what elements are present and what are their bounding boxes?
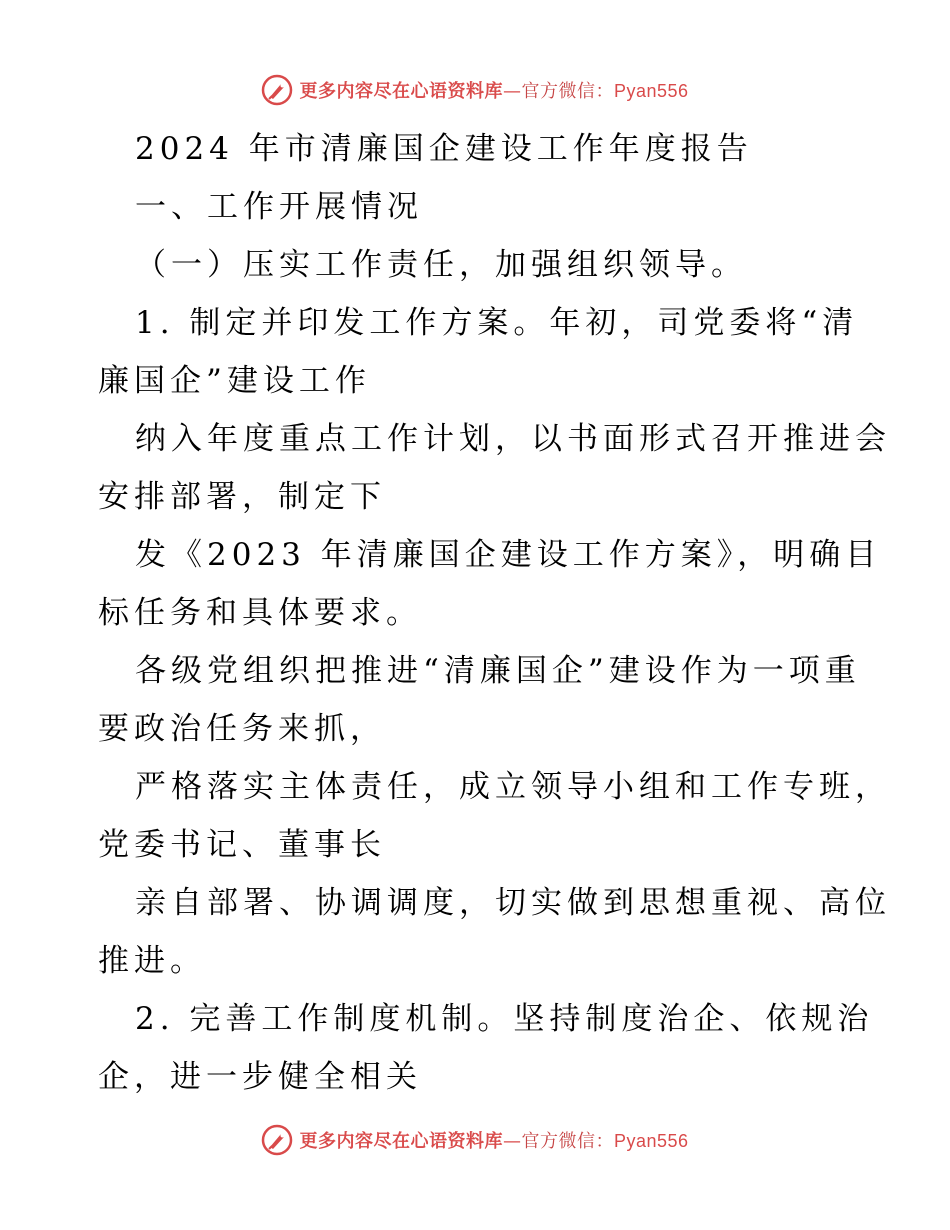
body-text-line: 安排部署，制定下 bbox=[98, 479, 386, 515]
watermark-dash: — bbox=[502, 1131, 522, 1152]
body-text-line: 严格落实主体责任，成立领导小组和工作专班， bbox=[135, 769, 891, 805]
body-text-line: 各级党组织把推进“清廉国企”建设作为一项重 bbox=[135, 653, 861, 689]
footer-watermark bbox=[0, 1120, 950, 1160]
watermark-official-label: 官方微信： bbox=[521, 1131, 614, 1152]
watermark-brand: 更多内容尽在心语资料库 bbox=[299, 1131, 503, 1152]
watermark-account: Pyan556 bbox=[613, 81, 689, 101]
body-text-line: 一、工作开展情况 bbox=[135, 189, 423, 225]
watermark-account: Pyan556 bbox=[613, 1131, 689, 1151]
body-text-line: 纳入年度重点工作计划，以书面形式召开推进会 bbox=[135, 421, 891, 457]
watermark-dash: — bbox=[502, 81, 522, 102]
watermark-text bbox=[299, 1127, 688, 1153]
body-text-line: 1. 制定并印发工作方案。年初，司党委将“清 bbox=[135, 305, 859, 341]
body-text-line: 推进。 bbox=[98, 943, 206, 979]
body-text-line: 标任务和具体要求。 bbox=[98, 595, 422, 631]
fountain-pen-seal-icon bbox=[261, 74, 293, 106]
fountain-pen-seal-icon bbox=[261, 1124, 293, 1156]
document-title: 2024 年市清廉国企建设工作年度报告 bbox=[135, 131, 753, 167]
watermark-text bbox=[299, 77, 688, 103]
header-watermark bbox=[0, 70, 950, 110]
body-text-line: 2. 完善工作制度机制。坚持制度治企、依规治 bbox=[135, 1001, 874, 1037]
watermark-official-label: 官方微信： bbox=[521, 81, 614, 102]
body-text-line: 企，进一步健全相关 bbox=[98, 1059, 422, 1095]
body-text-line: 亲自部署、协调调度，切实做到思想重视、高位 bbox=[135, 885, 891, 921]
watermark-brand: 更多内容尽在心语资料库 bbox=[299, 81, 503, 102]
body-text-line: 发《2023 年清廉国企建设工作方案》，明确目 bbox=[135, 537, 882, 573]
body-text-line: （一）压实工作责任，加强组织领导。 bbox=[135, 247, 747, 283]
body-text-line: 廉国企”建设工作 bbox=[98, 363, 371, 399]
body-text-line: 要政治任务来抓， bbox=[98, 711, 386, 747]
body-text-line: 党委书记、董事长 bbox=[98, 827, 386, 863]
document-body bbox=[98, 120, 891, 1106]
